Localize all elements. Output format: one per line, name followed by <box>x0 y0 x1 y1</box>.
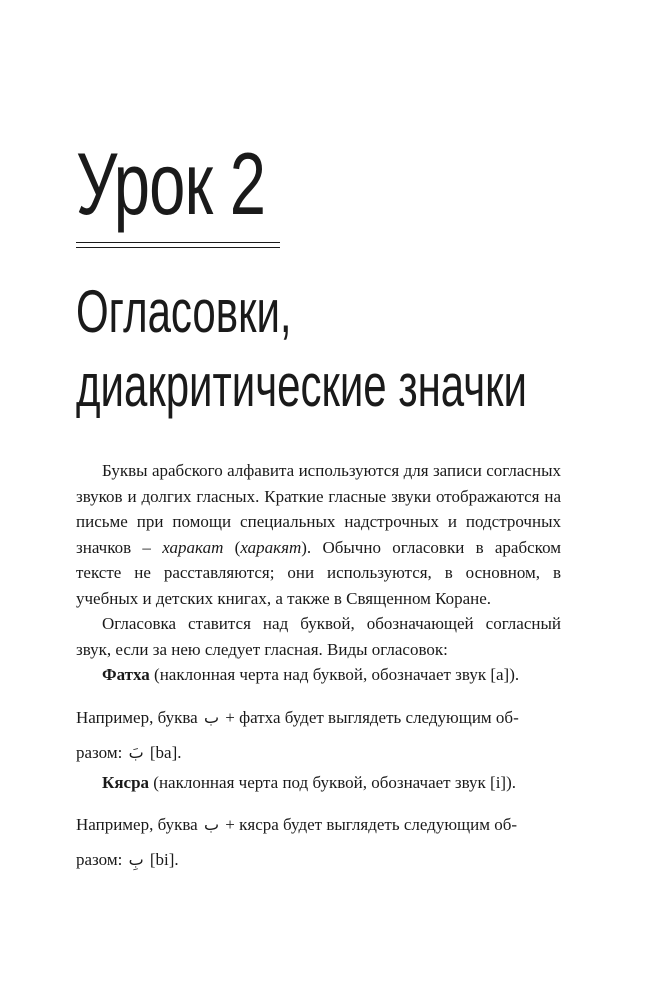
arabic-letter-ba: ب <box>203 815 220 834</box>
arabic-letter-ba: ب <box>203 707 220 727</box>
term-harakat: харакат <box>162 537 224 557</box>
body-text <box>76 458 561 877</box>
fatha-name: Фатха <box>102 665 150 684</box>
subtitle-line-2: диакритические значки <box>76 352 527 419</box>
fatha-result: разом: بَ [ba]. <box>76 742 182 762</box>
intro-paragraph: Буквы арабского алфавита используются для записи согласных звуков и долгих гласных. Краткие гласные звуки отображаются на письме при помощи специальных надстрочных и подстрочных значков – харакат (харакят). Обычно огласовки в арабском тексте не расставляются; они используются, в основном, в учебных и детских книгах, а также в Священном Коране. <box>76 461 561 608</box>
lesson-title: Урок 2 <box>76 134 266 233</box>
kasra-example: Например, буква ب + кясра будет выглядеть следующим об- <box>76 815 518 834</box>
arabic-ba-kasra: بِ <box>128 850 144 869</box>
title-double-rule <box>76 242 280 248</box>
kasra-definition: Кясра (наклонная черта под буквой, обозначает звук [i]). <box>102 772 516 792</box>
fatha-definition: Фатха (наклонная черта над буквой, обозначает звук [a]). <box>102 665 520 684</box>
subtitle-line-1: Огласовки, <box>76 278 292 345</box>
lesson-subtitle <box>76 275 527 423</box>
vowel-types-paragraph: Огласовка ставится над буквой, обозначающей согласный звук, если за нею следует гласная. Виды огласовок: <box>76 614 561 659</box>
term-harakyat: харакят <box>240 537 302 557</box>
fatha-example: Например, буква ب + фатха будет выглядеть следующим об- <box>76 707 519 727</box>
arabic-ba-fatha: بَ <box>128 742 144 762</box>
kasra-name: Кясра <box>102 772 150 792</box>
kasra-result: разом: بِ [bi]. <box>76 850 179 869</box>
